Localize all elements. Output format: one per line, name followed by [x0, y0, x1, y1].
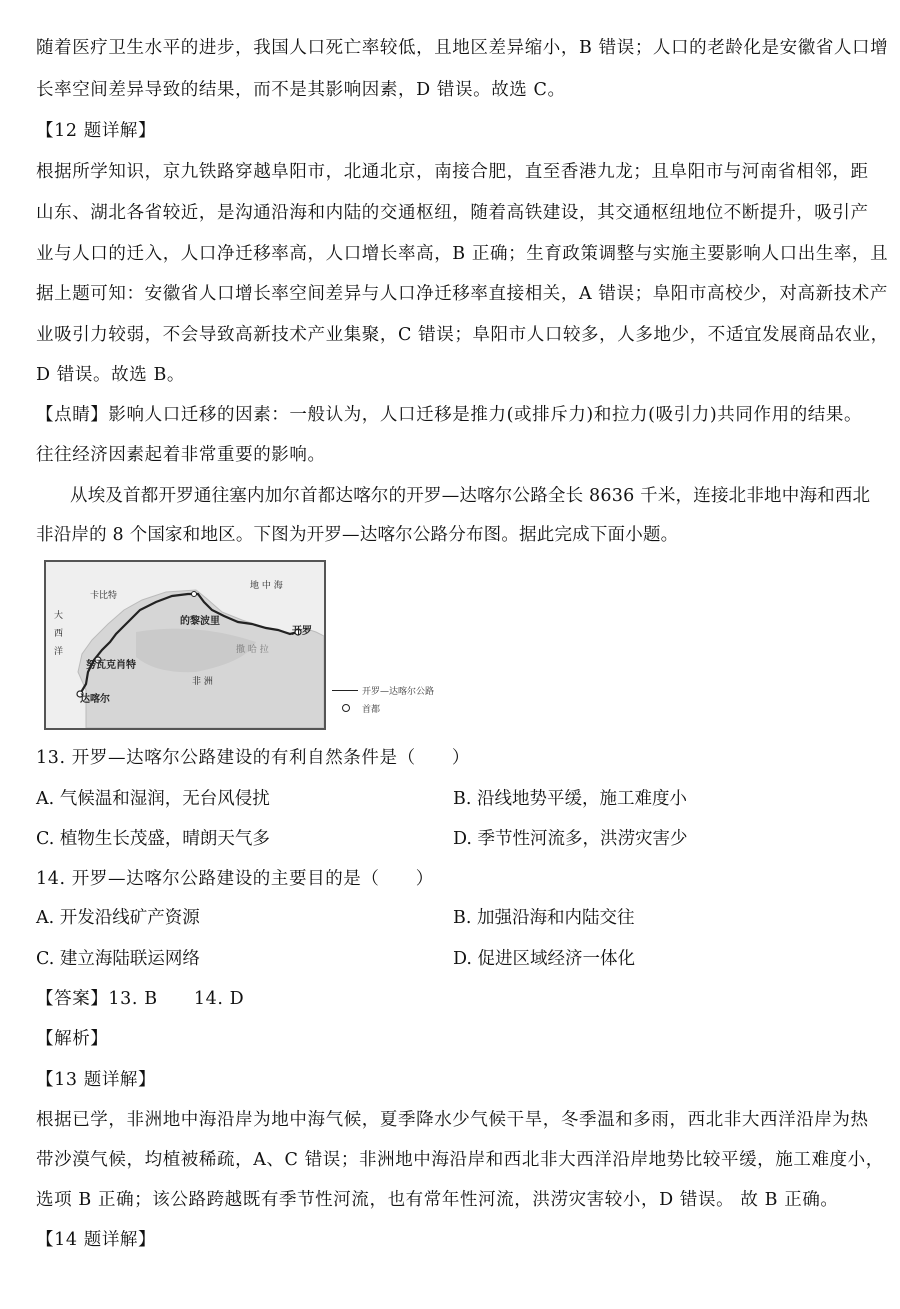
paragraph-line: 带沙漠气候，均植被稀疏，A、C 错误；非洲地中海沿岸和西北非大西洋沿岸地势比较平缓，施工难度小， [36, 1150, 884, 1170]
tip-line: 【点睛】影响人口迁移的因素：一般认为，人口迁移是推力(或排斥力)和拉力(吸引力)共同作用的结果。 [36, 405, 863, 425]
q14-heading: 【14 题详解】 [36, 1230, 157, 1250]
q14-stem: 14. 开罗—达喀尔公路建设的主要目的是（ ） [36, 869, 434, 889]
label-africa: 非 洲 [192, 677, 213, 687]
legend-capital [332, 700, 472, 718]
paragraph-line: 根据已学，非洲地中海沿岸为地中海气候，夏季降水少气候干旱，冬季温和多雨，西北非大西洋沿岸为热 [36, 1110, 869, 1130]
label-desert: 撒 哈 拉 [236, 645, 269, 655]
q14-option-d: D. 促进区域经济一体化 [453, 949, 636, 969]
legend-road-swatch [332, 690, 358, 691]
paragraph-line: D 错误。故选 B。 [36, 365, 186, 385]
intro-line: 非沿岸的 8 个国家和地区。下图为开罗—达喀尔公路分布图。据此完成下面小题。 [36, 525, 679, 545]
q12-heading: 【12 题详解】 [36, 121, 157, 141]
label-atlantic-3: 洋 [54, 647, 64, 657]
q13-option-c: C. 植物生长茂盛，晴朗天气多 [36, 829, 270, 849]
paragraph-line: 随着医疗卫生水平的进步，我国人口死亡率较低，且地区差异缩小，B 错误；人口的老龄化是安徽省人口增 [36, 38, 889, 58]
route-map [44, 560, 326, 730]
intro-line: 从埃及首都开罗通往塞内加尔首都达喀尔的开罗—达喀尔公路全长 8636 千米，连接北非地中海和西北 [70, 486, 871, 506]
capital-marker-tripoli [192, 592, 197, 597]
legend-capital-label: 首都 [362, 705, 381, 715]
q13-stem: 13. 开罗—达喀尔公路建设的有利自然条件是（ ） [36, 748, 470, 768]
legend-road [332, 682, 472, 700]
label-tripoli: 的黎波里 [180, 616, 220, 627]
q14-option-b: B. 加强沿海和内陆交往 [453, 908, 635, 928]
paragraph-line: 业与人口的迁入，人口净迁移率高，人口增长率高，B 正确；生育政策调整与实施主要影响人口出生率，且 [36, 244, 889, 264]
paragraph-line: 业吸引力较弱，不会导致高新技术产业集聚，C 错误；阜阳市人口较多，人多地少，不适宜发展商品农业， [36, 325, 889, 345]
label-atlantic-1: 大 [54, 611, 64, 621]
label-dakar: 达喀尔 [80, 694, 110, 705]
analysis-heading: 【解析】 [36, 1029, 109, 1049]
label-north: 卡比特 [90, 591, 118, 601]
label-nouakchott: 努瓦克肖特 [86, 660, 136, 671]
q14-option-a: A. 开发沿线矿产资源 [36, 908, 200, 928]
q13-option-d: D. 季节性河流多，洪涝灾害少 [453, 829, 688, 849]
paragraph-line: 山东、湖北各省较近，是沟通沿海和内陆的交通枢纽，随着高铁建设，其交通枢纽地位不断提升，吸引产 [36, 203, 869, 223]
answer-line: 【答案】13. B 14. D [36, 989, 245, 1009]
legend-road-label: 开罗—达喀尔公路 [362, 687, 435, 697]
legend-capital-swatch [342, 704, 350, 712]
label-mediterranean: 地 中 海 [250, 581, 283, 591]
label-cairo: 开罗 [292, 626, 312, 637]
tip-line: 往往经济因素起着非常重要的影响。 [36, 445, 326, 465]
paragraph-line: 据上题可知：安徽省人口增长率空间差异与人口净迁移率直接相关，A 错误；阜阳市高校少，对高新技术产 [36, 284, 888, 304]
paragraph-line: 根据所学知识，京九铁路穿越阜阳市，北通北京，南接合肥，直至香港九龙；且阜阳市与河南省相邻，距 [36, 162, 869, 182]
paragraph-line: 长率空间差异导致的结果，而不是其影响因素，D 错误。故选 C。 [36, 80, 566, 100]
paragraph-line: 选项 B 正确；该公路跨越既有季节性河流，也有常年性河流，洪涝灾害较小，D 错误。 故 B 正确。 [36, 1190, 839, 1210]
q14-option-c: C. 建立海陆联运网络 [36, 949, 200, 969]
q13-heading: 【13 题详解】 [36, 1070, 157, 1090]
q13-option-a: A. 气候温和湿润，无台风侵扰 [36, 789, 270, 809]
label-atlantic-2: 西 [54, 629, 64, 639]
map-legend [332, 682, 472, 722]
q13-option-b: B. 沿线地势平缓，施工难度小 [453, 789, 687, 809]
